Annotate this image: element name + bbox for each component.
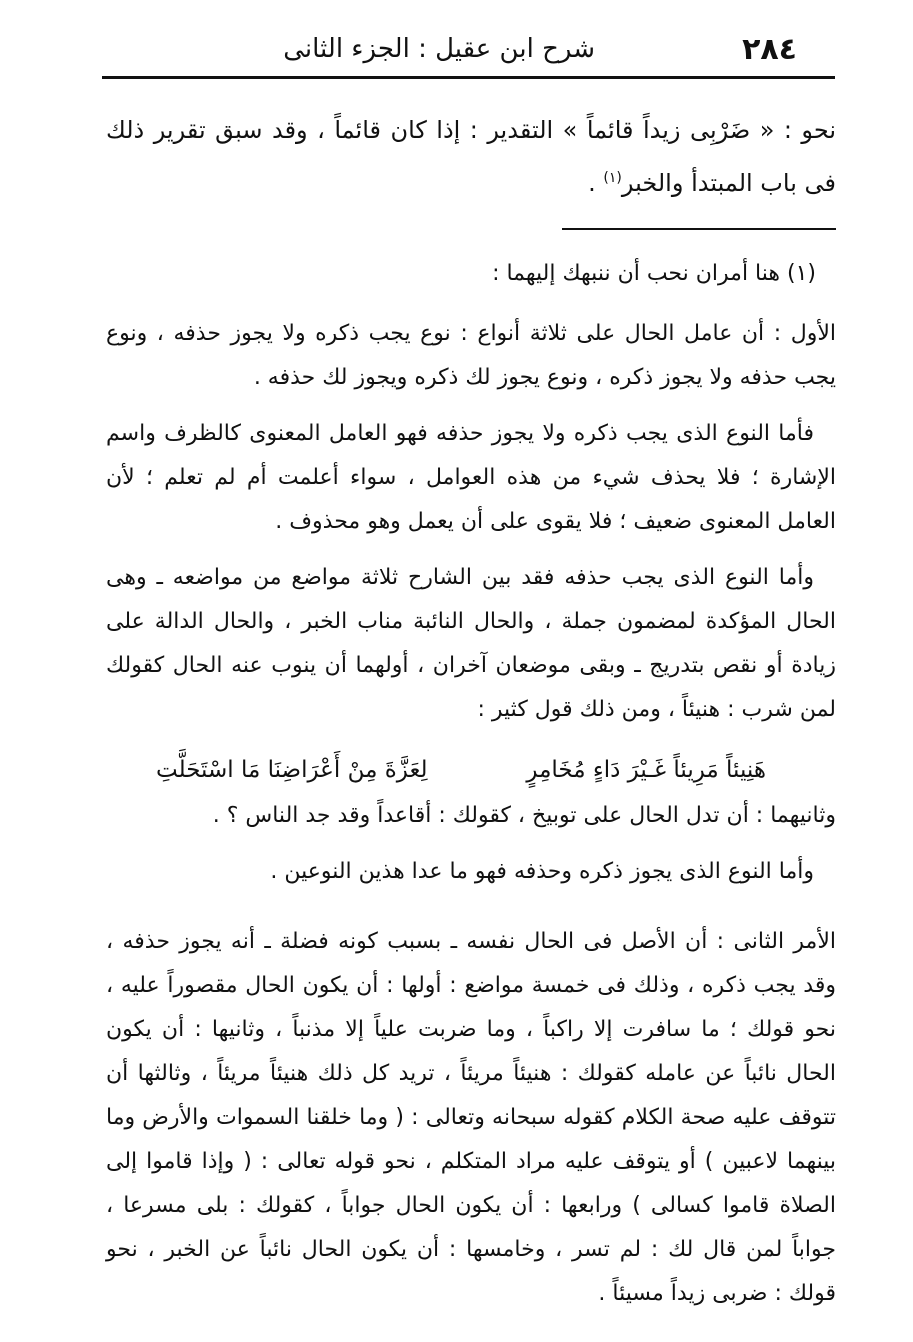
- running-title: شرح ابن عقيل : الجزء الثانى: [283, 34, 595, 64]
- poetry-verse: [106, 744, 836, 794]
- main-text-end: .: [588, 169, 604, 197]
- main-text-content: نحو : « ضَرْبِى زيداً قائماً » التقدير : إذا كان قائماً ، وقد سبق تقرير ذلك فى باب المبتدأ والخبر: [106, 116, 836, 197]
- verse-first-hemistich: هَنِيئاً مَرِيئاً غَـيْرَ دَاءٍ مُخَامِرٍ: [526, 757, 766, 783]
- main-text: [106, 106, 836, 207]
- verse-second-hemistich: لِعَزَّةَ مِنْ أَعْرَاضِنَا مَا اسْتَحَلَّتِ: [156, 757, 428, 783]
- page-header: [105, 28, 835, 78]
- footnote-paragraph-first-matter: الأول : أن عامل الحال على ثلاثة أنواع : نوع يجب ذكره ولا يجوز حذفه ، ونوع يجب حذفه ولا يجوز ذكره ، ونوع يجوز لك ذكره ويجوز لك حذفه .: [106, 321, 836, 390]
- page-number: ٢٨٤: [742, 32, 797, 67]
- footnote-paragraph-required-mention: فأما النوع الذى يجب ذكره ولا يجوز حذفه فهو العامل المعنوى كالظرف واسم الإشارة ؛ فلا يحذف شيء من هذه العوامل ، سواء أعلمت أم لم تعلم ؛ لأن العامل المعنوى ضعيف ؛ فلا يقوى على أن يعمل وهو محذوف .: [106, 421, 836, 534]
- header-rule: [102, 76, 835, 79]
- footnote-separator: [562, 228, 836, 230]
- footnote-section: [106, 252, 836, 1328]
- footnote-paragraph-required-omission: وأما النوع الذى يجب حذفه فقد بين الشارح ثلاثة مواضع من مواضعه ـ وهى الحال المؤكدة لمضمون جملة ، والحال النائبة مناب الخبر ، والحال الدالة على زيادة أو نقص بتدريج ـ وبقى موضعان آخران ، أولهما أن ينوب عنه الحال كقولك لمن شرب : هنيئاً ، ومن ذلك قول كثير :: [106, 565, 836, 722]
- footnote-paragraph-optional: وأما النوع الذى يجوز ذكره وحذفه فهو ما عدا هذين النوعين .: [270, 859, 814, 884]
- footnote-paragraph-rebuke: وثانيهما : أن تدل الحال على توبيخ ، كقولك : أقاعداً وقد جد الناس ؟ .: [212, 803, 836, 828]
- footnote-intro: (١) هنا أمران نحب أن ننبهك إليهما :: [492, 261, 816, 286]
- footnote-paragraph-second-matter: الأمر الثانى : أن الأصل فى الحال نفسه ـ بسبب كونه فضلة ـ أنه يجوز حذفه ، وقد يجب ذكره ، وذلك فى خمسة مواضع : أولها : أن يكون الحال مقصوراً عليه ، نحو قولك ؛ ما سافرت إلا راكباً ، وما ضربت علياً إلا مذنباً ، وثانيها : أن يكون الحال نائباً عن عامله كقولك : هنيئاً مريئاً ، تريد كل ذلك هنيئاً مريئاً ، وثالثها أن تتوقف عليه صحة الكلام كقوله سبحانه وتعالى : ( وما خلقنا السموات والأرض وما بينهما لاعبين ) أو يتوقف عليه مراد المتكلم ، نحو قوله تعالى : ( وإذا قاموا إلى الصلاة قاموا كسالى ) ورابعها : أن يكون الحال جواباً ، كقولك : بلى مسرعا ، جواباً لمن قال لك : لم تسر ، وخامسها : أن يكون الحال نائباً عن الخبر ، نحو قولك : ضربى زيداً مسيئاً .: [106, 929, 836, 1306]
- footnote-marker: (١): [603, 170, 622, 186]
